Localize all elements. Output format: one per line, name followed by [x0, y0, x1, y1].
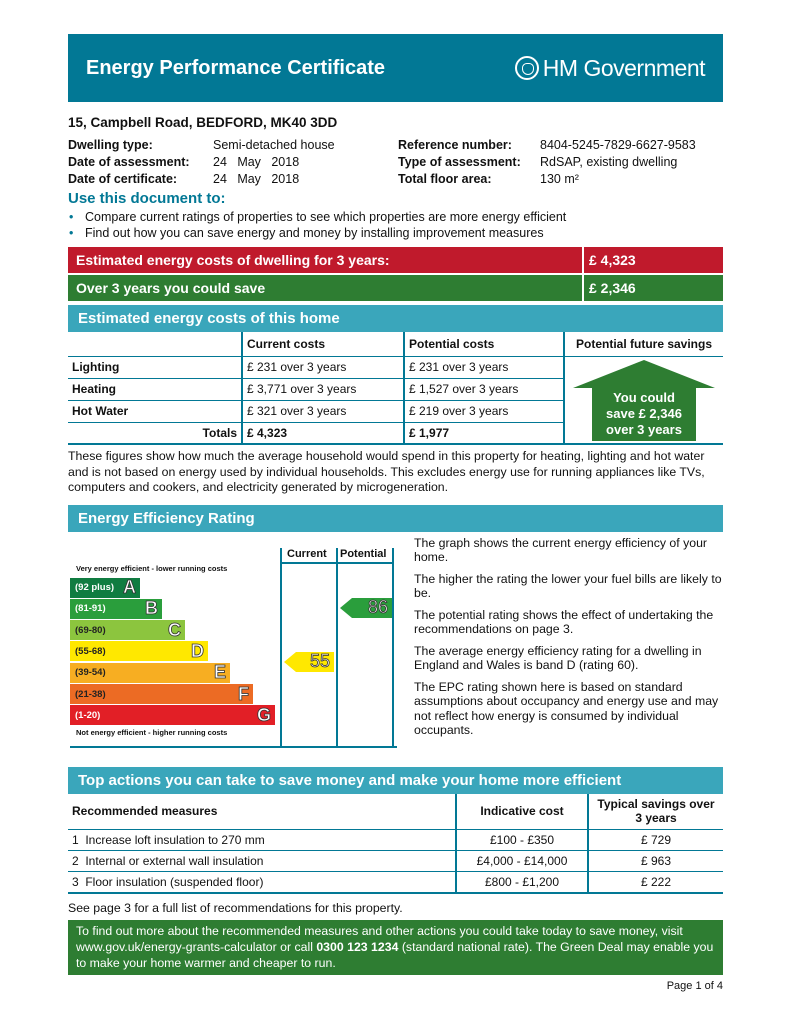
total-potential: £ 1,977 — [404, 422, 564, 444]
band-letter: C — [168, 619, 181, 640]
energy-rating-chart — [68, 540, 400, 755]
rating-band-a — [70, 578, 140, 598]
property-details — [68, 137, 723, 187]
table-row — [68, 830, 723, 851]
savings-line: You could — [613, 390, 675, 405]
assessment-type-value: RdSAP, existing dwelling — [540, 155, 678, 169]
could-save-bar — [68, 275, 723, 301]
property-address: 15, Campbell Road, BEDFORD, MK40 3DD — [68, 115, 338, 130]
estimated-cost-bar — [68, 247, 723, 273]
hm-government-logo — [515, 55, 705, 82]
band-letter: A — [123, 577, 136, 597]
reference-label: Reference number: — [398, 138, 512, 152]
date-assessment-label: Date of assessment: — [68, 155, 190, 169]
footer-text: (standard national rate). The Green Deal may enable you to make your home warmer and cheaper to run. — [76, 939, 714, 970]
costs-header-potential: Potential costs — [404, 332, 564, 356]
measure: 1 Increase loft insulation to 270 mm — [72, 833, 265, 847]
band-range: (39-54) — [75, 667, 106, 679]
total-current: £ 4,323 — [242, 422, 404, 444]
potential-cost: £ 1,527 over 3 years — [404, 378, 564, 400]
cost-header: Indicative cost — [456, 794, 588, 830]
potential-cost: £ 219 over 3 years — [404, 400, 564, 422]
assessment-type-label: Type of assessment: — [398, 155, 521, 169]
date-certificate-label: Date of certificate: — [68, 172, 178, 186]
reference-value: 8404-5245-7829-6627-9583 — [540, 138, 696, 152]
totals-label: Totals — [202, 425, 237, 440]
rating-paragraph: The graph shows the current energy efficiency of your home. — [414, 535, 708, 564]
rating-explanation — [400, 536, 723, 755]
table-row — [68, 872, 723, 893]
typical-saving: £ 222 — [588, 872, 723, 893]
costs-header-savings: Potential future savings — [564, 332, 723, 356]
current-column-header: Current — [287, 547, 327, 560]
savings-house-icon — [582, 360, 706, 441]
floor-area-value: 130 m² — [540, 172, 579, 186]
savings-header: Typical savings over 3 years — [588, 794, 723, 830]
rating-band-f — [70, 684, 253, 704]
page-title: Energy Performance Certificate — [86, 56, 386, 79]
use-document-bullet: • Compare current ratings of properties to see which properties are more energy efficient — [68, 209, 723, 225]
rating-band-b — [70, 599, 162, 619]
green-deal-footer — [68, 920, 723, 975]
costs-header-blank — [68, 332, 242, 356]
could-save-value: £ 2,346 — [584, 275, 723, 301]
band-range: (92 plus) — [75, 582, 115, 593]
rating-paragraph: The average energy efficiency rating for a dwelling in England and Wales is band D (rating 60). — [414, 643, 702, 672]
date-assessment-value: 24 May 2018 — [213, 155, 300, 169]
band-range: (81-91) — [75, 603, 106, 615]
band-letter: G — [256, 704, 271, 725]
gov-name: HM Government — [542, 54, 705, 81]
use-document-list — [68, 209, 723, 241]
measure: 3 Floor insulation (suspended floor) — [72, 874, 264, 889]
current-cost: £ 231 over 3 years — [242, 356, 404, 378]
footer-text: To find out more about the recommended measures and other actions you could take today to save money, visit www.gov.uk/energy-grants-calculator or call — [76, 923, 683, 954]
rating-paragraph: The potential rating shows the effect of undertaking the recommendations on page 3. — [414, 607, 714, 636]
page-number: Page 1 of 4 — [666, 980, 723, 992]
rating-band-c — [70, 620, 185, 640]
could-save-label: Over 3 years you could save — [68, 275, 582, 301]
measures-header: Recommended measures — [72, 804, 218, 819]
rating-band-d — [70, 641, 208, 661]
band-range: (1-20) — [75, 709, 101, 721]
measure: 2 Internal or external wall insulation — [72, 854, 264, 868]
indicative-cost: £4,000 - £14,000 — [456, 851, 588, 872]
current-cost: £ 321 over 3 years — [242, 400, 404, 422]
use-document-title: Use this document to: — [68, 190, 226, 207]
chart-bottom-label: Not energy efficient - higher running costs — [76, 727, 228, 737]
table-row — [68, 851, 723, 872]
band-range: (69-80) — [75, 624, 106, 636]
royal-crest-icon — [515, 56, 539, 80]
band-range: (21-38) — [75, 688, 106, 700]
epc-page — [68, 34, 723, 975]
date-certificate-value: 24 May 2018 — [213, 172, 300, 186]
rating-paragraph: The EPC rating shown here is based on standard assumptions about occupancy and energy use and may not reflect how energy is consumed by individual occupants. — [414, 679, 719, 737]
band-letter: E — [213, 662, 226, 683]
costs-header-current: Current costs — [242, 332, 404, 356]
savings-line: over 3 years — [606, 422, 682, 437]
savings-line: save £ 2,346 — [606, 406, 682, 421]
phone-number: 0300 123 1234 — [316, 939, 399, 954]
current-rating-arrow: 55 — [296, 652, 334, 672]
estimated-cost-label: Estimated energy costs of dwelling for 3 years: — [68, 247, 582, 273]
table-row — [68, 356, 723, 378]
band-range: (55-68) — [75, 645, 106, 657]
band-letter: F — [238, 683, 249, 704]
recommended-actions-table — [68, 794, 723, 894]
potential-cost: £ 231 over 3 years — [404, 356, 564, 378]
use-document-bullet: • Find out how you can save energy and money by installing improvement measures — [68, 225, 723, 241]
savings-house-cell — [564, 356, 723, 444]
row-label: Heating — [72, 382, 117, 396]
band-letter: B — [145, 598, 158, 619]
indicative-cost: £800 - £1,200 — [456, 872, 588, 893]
current-cost: £ 3,771 over 3 years — [242, 378, 404, 400]
typical-saving: £ 963 — [588, 851, 723, 872]
band-letter: D — [191, 640, 204, 661]
potential-rating-arrow: 86 — [352, 598, 392, 618]
floor-area-label: Total floor area: — [398, 172, 492, 186]
estimated-cost-value: £ 4,323 — [584, 247, 723, 273]
costs-section-title: Estimated energy costs of this home — [68, 305, 723, 332]
potential-column-header: Potential — [340, 547, 387, 560]
actions-section-title: Top actions you can take to save money and make your home more efficient — [68, 767, 723, 794]
energy-rating-section — [68, 535, 723, 755]
indicative-cost: £100 - £350 — [456, 830, 588, 851]
dwelling-type-label: Dwelling type: — [68, 138, 153, 152]
rating-paragraph: The higher the rating the lower your fuel bills are likely to be. — [414, 571, 722, 600]
see-page-note: See page 3 for a full list of recommendations for this property. — [68, 900, 403, 915]
row-label: Lighting — [72, 360, 120, 374]
energy-costs-table — [68, 332, 723, 445]
dwelling-type-value: Semi-detached house — [213, 138, 335, 152]
page-header — [68, 34, 723, 102]
costs-note: These figures show how much the average household would spend in this property for heating, lighting and hot water and is not based on energy used by individual households. This excludes energy use for running appliances like TVs, computers and cookers, and electricity generated by microgeneration. — [68, 449, 705, 494]
row-label: Hot Water — [72, 404, 129, 418]
rating-band-e — [70, 663, 230, 683]
typical-saving: £ 729 — [588, 830, 723, 851]
rating-section-title: Energy Efficiency Rating — [68, 505, 723, 532]
rating-band-g — [70, 705, 275, 725]
chart-top-label: Very energy efficient - lower running costs — [76, 563, 228, 573]
